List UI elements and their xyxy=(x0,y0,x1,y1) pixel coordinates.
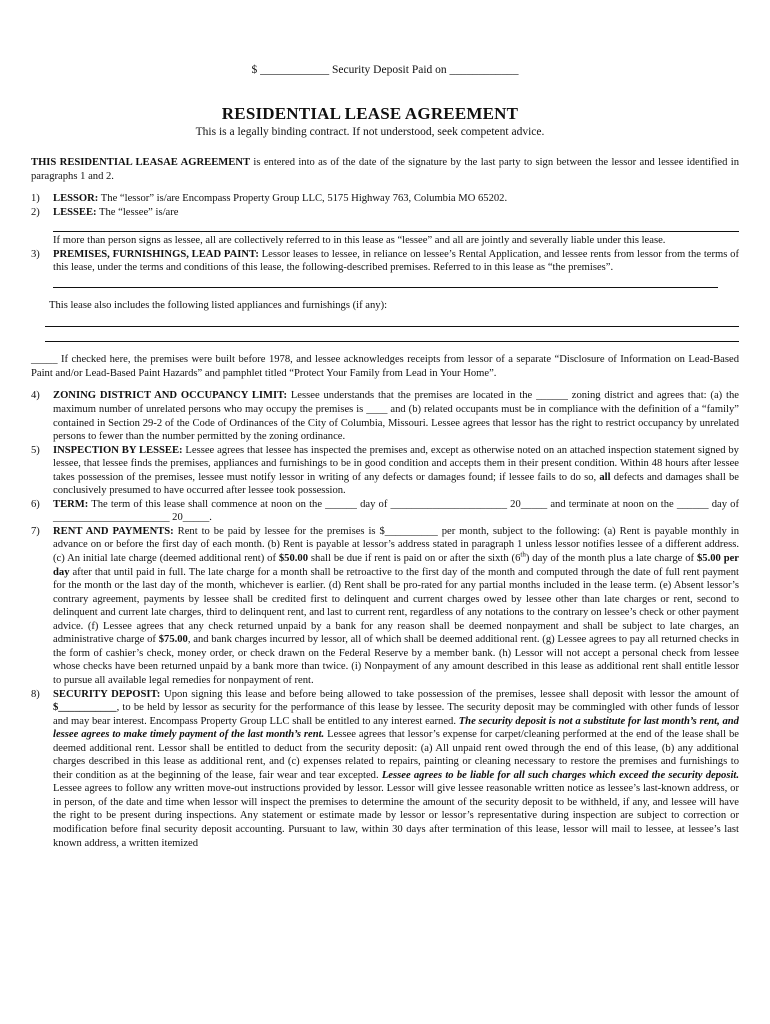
section-text: Lessee understands that the premises are located in the ______ zoning district and agrees that: (a) the maximum number of unrelated persons who may occupy the premises is ____ and (b) related occupants must be in compliance with the definition of a “family” contained in Section 29-2 of the Code of Ordinances of the City of Columbia, Missouri. Lessee agrees that lessor has the right to restrict occupancy by unrelated persons to fewer than the number permitted by the zoning ordinance. xyxy=(53,390,739,443)
section-heading: SECURITY DEPOSIT: xyxy=(53,688,161,700)
section-text: Lessee agrees that lessee has inspected the premises and, except as otherwise noted on an attached inspection statement signed by lessee, that lessee finds the premises, appliances and furnishings to be in good condition and accepts them in their present condition. Within 48 hours after lessee takes possession of the premises, lessee must notify lessor in writing of any defects or damages found; if lessee fails to do so, xyxy=(53,444,739,483)
section-inspection xyxy=(31,444,739,498)
section-text: The term of this lease shall commence at noon on the ______ day of ______________________ 20_____ and terminate at noon on the ______ day of ______________________ 20_____. xyxy=(53,498,739,524)
section-premises xyxy=(31,248,739,275)
section-number: 6) xyxy=(31,498,40,510)
ordinal-suffix: th xyxy=(520,550,526,559)
section-heading: TERM: xyxy=(53,498,89,510)
liability-emphasis: Lessee agrees to be liable for all such charges which exceed the security deposit. xyxy=(381,769,739,781)
section-text: Rent to be paid by lessee for the premises is $__________ per month, subject to the following: (a) Rent is payable monthly in advance on or before the first day of each month. (b) Rent is payable at lessor’s address stated in paragraph 1 unless lessor notifies lessee of a different address. (c) An initial late charge (deemed additional rent) of xyxy=(53,525,739,565)
lessee-note: If more than person signs as lessee, all are collectively referred to in this lease as “lessee” and all are jointly and severally liable under this lease. xyxy=(53,235,666,247)
section-text: , and bank charges incurred by lessor, all of which shall be deemed additional rent. (g) Lessee agrees to pay all returned checks in the form of cashier’s check, money order, or check drawn on the Federal Reserve by a member bank. (h) Lessor will not accept a personal check from lessee whose checks have been returned unpaid by a bank more than twice. (i) Nonpayment of any amount described in this lease as additional rent shall entitle lessor to pursue all available legal remedies for nonpayment of rent. xyxy=(53,634,739,686)
lessee-name-blank xyxy=(53,219,739,232)
section-heading: INSPECTION BY LESSEE: xyxy=(53,444,183,456)
section-lessor xyxy=(31,192,739,206)
section-text: ) day of the month plus a late charge of xyxy=(525,553,697,565)
lease-body xyxy=(31,156,739,850)
premises-blank xyxy=(53,275,718,288)
section-text: Lessor leases to lessee, in reliance on lessee’s Rental Application, and lessee rents from lessor from the terms of this lease, under the terms and conditions of this lease, the following-described premises. Referred to in this lease as “the premises”. xyxy=(53,248,739,274)
section-number: 1) xyxy=(31,193,40,205)
section-text: defects and damages shall be conclusively presumed to have occurred after lessee took possession. xyxy=(53,471,739,497)
section-text: after that until paid in full. The late charge for a month shall be retroactive to the first day of the month and computed through the date of full rent payment for the month or the last day of the month, whichever is earlier. (d) Rent shall be pro-rated for any partial months included in the lease term. (e) Absent lessor’s contrary agreement, payments by lessee shall be credited first to delinquent and current charges owed by lessee other than late charges or rent, second to delinquent and current late charges, third to delinquent rent, and last to current rent, regardless of any notations to the contrary on lessee’s check or other payment advice. (f) Lessee agrees that any check returned unpaid by a bank for any reason shall be deemed nonpayment and shall be subject to late charges, an administrative charge of xyxy=(53,566,739,646)
section-number: 2) xyxy=(31,206,40,218)
document-subtitle: This is a legally binding contract. If not understood, seek competent advice. xyxy=(195,126,545,138)
section-term xyxy=(31,498,739,525)
section-heading: PREMISES, FURNISHINGS, LEAD PAINT: xyxy=(53,248,259,260)
deposit-amount-blank: $___________ xyxy=(53,702,117,714)
appliances-text: This lease also includes the following listed appliances and furnishings (if any): xyxy=(49,299,388,311)
appliances-blank-2 xyxy=(45,329,739,342)
section-text: Lessee agrees to follow any written move-out instructions provided by lessor. Lessor will give lessee reasonable written notice as lessee’s last-known address, or in person, of the date and time when lessor will inspect the premises to determine the amount of the security deposit to be withheld, if any, and lessee will have the right to be present during inspections. Any statement or estimate made by lessor or lessor’s representative during inspection are subject to correction or modification before final security deposit accounting. Pursuant to law, within 30 days after termination of this lease, lessor will mail to lessee, at lessee’s last known address, a written itemized xyxy=(53,783,739,849)
section-security-deposit xyxy=(31,688,739,851)
appliances-blank-1 xyxy=(45,314,739,327)
section-emphasis: all xyxy=(599,471,611,483)
section-zoning xyxy=(31,389,739,443)
intro-lead: THIS RESIDENTIAL LEASAE AGREEMENT xyxy=(31,157,251,168)
section-heading: LESSOR: xyxy=(53,193,99,205)
section-number: 3) xyxy=(31,248,40,260)
section-number: 5) xyxy=(31,444,40,456)
initial-late-charge: $50.00 xyxy=(278,553,309,565)
section-text: The “lessee” is/are xyxy=(96,206,179,218)
section-number: 8) xyxy=(31,688,40,700)
section-heading: ZONING DISTRICT AND OCCUPANCY LIMIT: xyxy=(53,390,287,402)
intro-text: is entered into as of the date of the signature by the last party to sign between the lessor and lessee identified in paragraphs 1 and 2. xyxy=(31,157,739,182)
section-heading: LESSEE: xyxy=(53,206,97,218)
section-text: , to be held by lessor as security for the performance of this lease by lessee. The security deposit may be commingled with other funds of lessor and may bear interest. Encompass Property Group LLC shall be entitled to any interest earned. xyxy=(53,702,739,727)
document-title: RESIDENTIAL LEASE AGREEMENT xyxy=(221,104,519,123)
section-lessee xyxy=(31,206,739,220)
section-heading: RENT AND PAYMENTS: xyxy=(53,525,174,537)
section-text: The “lessor” is/are Encompass Property Group LLC, 5175 Highway 763, Columbia MO 65202. xyxy=(98,193,508,205)
section-text: Lessee agrees that lessor’s expense for carpet/cleaning performed at the end of the lease shall be deemed additional rent. Lessor shall be entitled to deduct from the security deposit: (a) All unpaid rent owed through the end of this lease, (b) any additional charges described in this lease as additional rent, and (c) expenses related to repairs, painting or cleaning necessary to restore the premises and furnishings to their condition as at the beginning of the lease, fair wear and tear excepted. xyxy=(53,729,739,781)
intro-paragraph xyxy=(31,156,739,183)
section-number: 7) xyxy=(31,525,40,537)
section-text: Upon signing this lease and before being allowed to take possession of the premises, lessee shall deposit with lessor the amount of xyxy=(160,688,739,700)
daily-late-charge: $5.00 per day xyxy=(53,553,739,578)
security-deposit-line: $ ____________ Security Deposit Paid on ____________ xyxy=(251,64,519,76)
section-text: shall be due if rent is paid on or after the sixth (6 xyxy=(308,553,521,565)
administrative-charge: $75.00 xyxy=(158,634,188,646)
lead-paint-text: _____ If checked here, the premises were built before 1978, and lessee acknowledges receipts from lessor of a separate “Disclosure of Information on Lead-Based Paint and/or Lead-Based Paint Hazards” and pamphlet titled “Protect Your Family from Lead in Your Home”. xyxy=(31,354,739,379)
section-rent xyxy=(31,525,739,688)
deposit-emphasis: The security deposit is not a substitute for last month’s rent, and lessee agrees to make timely payment of the last month’s rent. xyxy=(53,715,739,741)
section-number: 4) xyxy=(31,390,40,402)
